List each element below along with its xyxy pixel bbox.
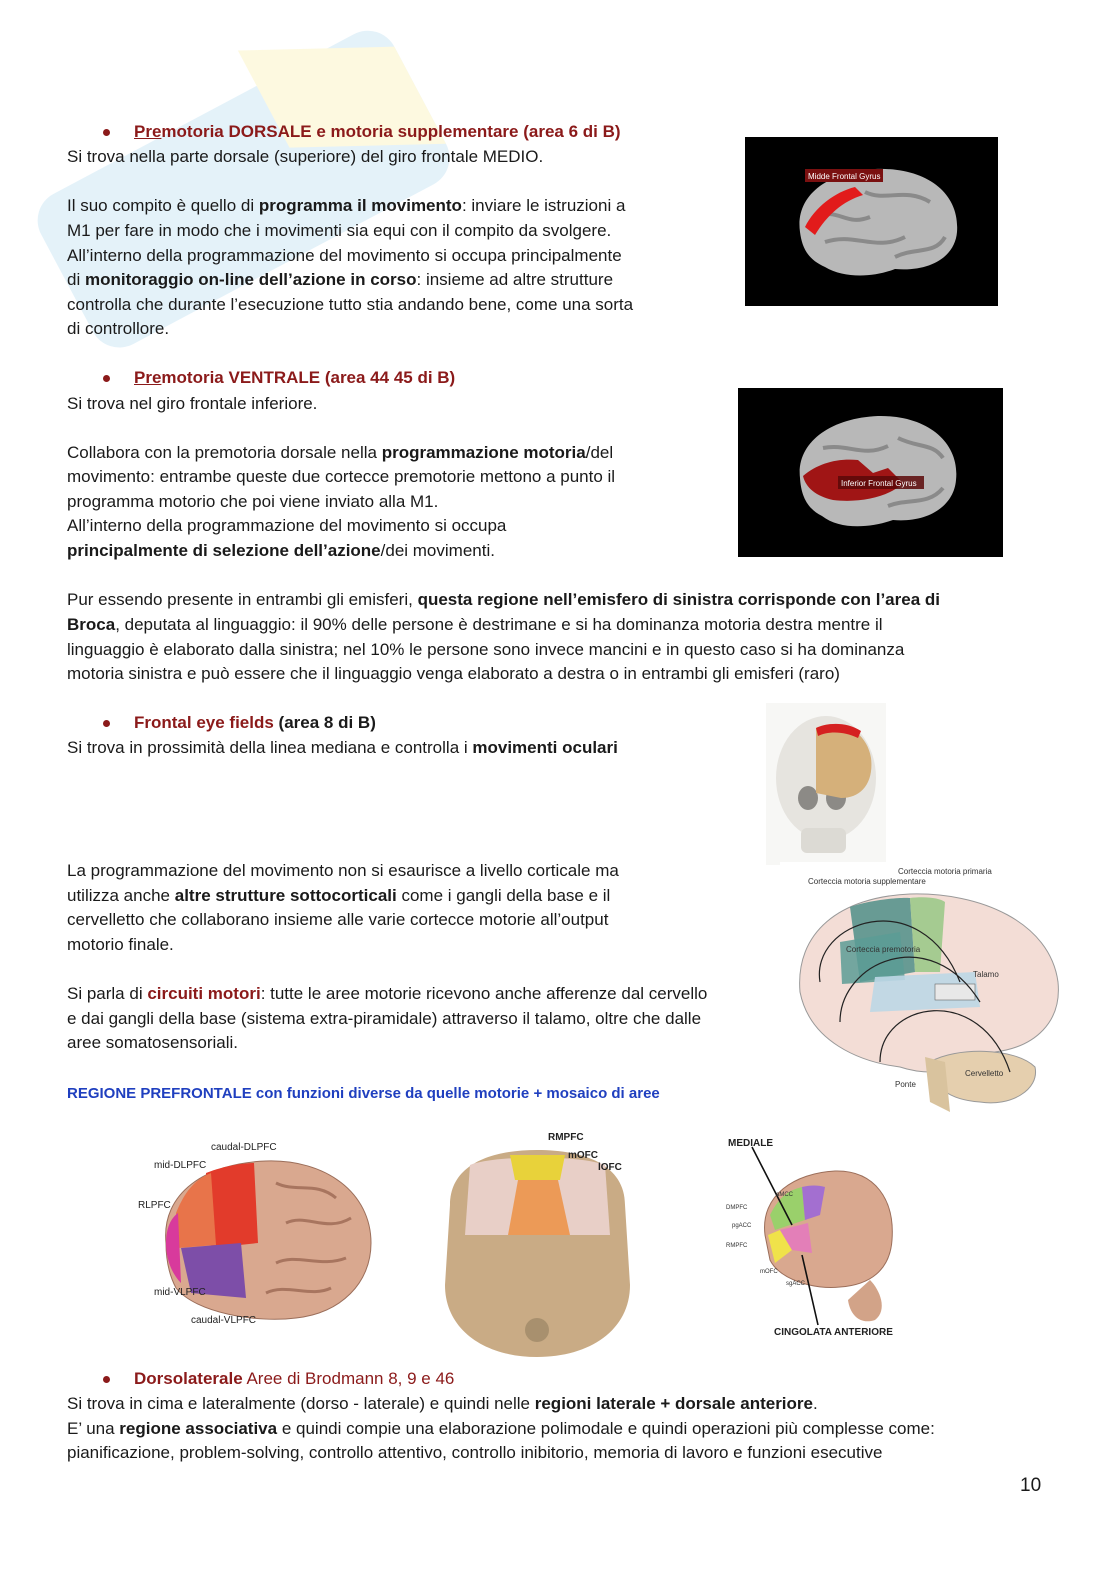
svg-text:RMPFC: RMPFC [726,1243,748,1249]
text-line: controlla che durante l’esecuzione tutto stia andando bene, come una sorta [67,295,634,314]
skull-brain-image [766,703,886,865]
svg-text:aMCC: aMCC [776,1192,794,1198]
heading-frontal-eye-fields: Frontal eye fields (area 8 di B) [134,713,376,732]
text-line: M1 per fare in modo che i movimenti sia equi con il compito da svolgere. [67,221,612,240]
text-line: Collabora con la premotoria dorsale nella programmazione motoria/del [67,443,614,462]
svg-text:caudal-DLPFC: caudal-DLPFC [211,1142,277,1153]
lateral-pfc-image [136,1133,381,1333]
svg-text:Corteccia motoria supplementar: Corteccia motoria supplementare [808,877,926,886]
svg-text:DMPFC: DMPFC [726,1205,748,1211]
text-line: Il suo compito è quello di programma il movimento: inviare le istruzioni a [67,196,626,215]
svg-text:pgACC: pgACC [732,1223,752,1229]
prefrontal-title: REGIONE PREFRONTALE con funzioni diverse da quelle motorie + mosaico di aree [67,1085,660,1102]
bullet [103,129,110,136]
svg-text:Ponte: Ponte [895,1080,916,1089]
text-line: Pur essendo presente in entrambi gli emisferi, questa regione nell’emisfero di sinistra corrisponde con l’area di [67,590,940,609]
text-line: utilizza anche altre strutture sottocorticali come i gangli della base e il [67,886,611,905]
svg-text:mOFC: mOFC [760,1269,778,1275]
svg-text:Corteccia motoria primaria: Corteccia motoria primaria [898,867,992,876]
text-line: All’interno della programmazione del movimento si occupa [67,516,507,535]
text-line: motoria sinistra e può essere che il linguaggio venga elaborato a destra o in entrambi gli emisferi (raro) [67,664,840,683]
heading-premotoria-dorsale: Premotoria DORSALE e motoria supplementare (area 6 di B) [134,122,621,141]
text-line: linguaggio è elaborato dalla sinistra; nel 10% le persone sono invece mancini e in questo caso si ha dominanza [67,640,905,659]
svg-text:CINGOLATA ANTERIORE: CINGOLATA ANTERIORE [774,1327,893,1338]
text-line: di monitoraggio on-line dell’azione in corso: insieme ad altre strutture [67,270,614,289]
svg-text:Talamo: Talamo [973,970,999,979]
motor-circuits-diagram [780,862,1065,1120]
text-line: cervelletto che collaborano insieme alle varie cortecce motorie all’output [67,910,609,929]
text-line: e dai gangli della base (sistema extra-piramidale) attraverso il talamo, oltre che dalle [67,1009,702,1028]
page-number: 10 [1020,1475,1042,1496]
svg-text:Midde Frontal Gyrus: Midde Frontal Gyrus [808,172,881,181]
inferior-frontal-gyrus-image [738,388,1003,557]
text-line: Broca, deputata al linguaggio: il 90% delle persone è destrimane e si ha dominanza motoria destra mentre il [67,615,883,634]
svg-text:mOFC: mOFC [568,1150,598,1161]
text-line: Si trova nel giro frontale inferiore. [67,394,318,413]
text-line: Si parla di circuiti motori: tutte le aree motorie ricevono anche afferenze dal cervello [67,984,708,1003]
svg-text:Cervelletto: Cervelletto [965,1069,1004,1078]
text-line: Si trova in prossimità della linea mediana e controlla i movimenti oculari [67,738,618,757]
text-line: pianificazione, problem-solving, controllo attentivo, controllo inibitorio, memoria di lavoro e funzioni esecutive [67,1443,883,1462]
svg-text:MEDIALE: MEDIALE [728,1138,773,1149]
text-line: Si trova nella parte dorsale (superiore) del giro frontale MEDIO. [67,147,544,166]
text-line: di controllore. [67,319,170,338]
svg-text:sgACC: sgACC [786,1281,806,1287]
svg-text:RMPFC: RMPFC [548,1132,584,1143]
bullet [103,720,110,727]
svg-text:mid-VLPFC: mid-VLPFC [154,1287,206,1298]
text-line: movimento: entrambe queste due cortecce premotorie mettono a punto il [67,467,616,486]
heading-premotoria-ventrale: Premotoria VENTRALE (area 44 45 di B) [134,368,456,387]
text-line: principalmente di selezione dell’azione/dei movimenti. [67,541,495,560]
svg-text:lOFC: lOFC [598,1162,622,1173]
text-line: Si trova in cima e lateralmente (dorso - laterale) e quindi nelle regioni laterale + dorsale anteriore. [67,1394,818,1413]
text-line: E’ una regione associativa e quindi compie una elaborazione polimodale e quindi operazioni più complesse come: [67,1419,935,1438]
orbitofrontal-image [440,1125,635,1360]
heading-dorsolaterale: Dorsolaterale Aree di Brodmann 8, 9 e 46 [134,1369,455,1388]
bullet [103,1376,110,1383]
text-line: programma motorio che poi viene inviato alla M1. [67,492,439,511]
text-line: motorio finale. [67,935,174,954]
svg-text:caudal-VLPFC: caudal-VLPFC [191,1315,257,1326]
text-line: All’interno della programmazione del movimento si occupa principalmente [67,246,622,265]
middle-frontal-gyrus-image [745,137,998,306]
text-line: aree somatosensoriali. [67,1033,239,1052]
text-line: La programmazione del movimento non si esaurisce a livello corticale ma [67,861,619,880]
svg-text:Corteccia premotoria: Corteccia premotoria [846,945,921,954]
svg-text:Inferior Frontal Gyrus: Inferior Frontal Gyrus [841,479,917,488]
svg-text:mid-DLPFC: mid-DLPFC [154,1160,207,1171]
svg-text:RLPFC: RLPFC [138,1200,171,1211]
medial-pfc-image [720,1135,905,1343]
bullet [103,375,110,382]
